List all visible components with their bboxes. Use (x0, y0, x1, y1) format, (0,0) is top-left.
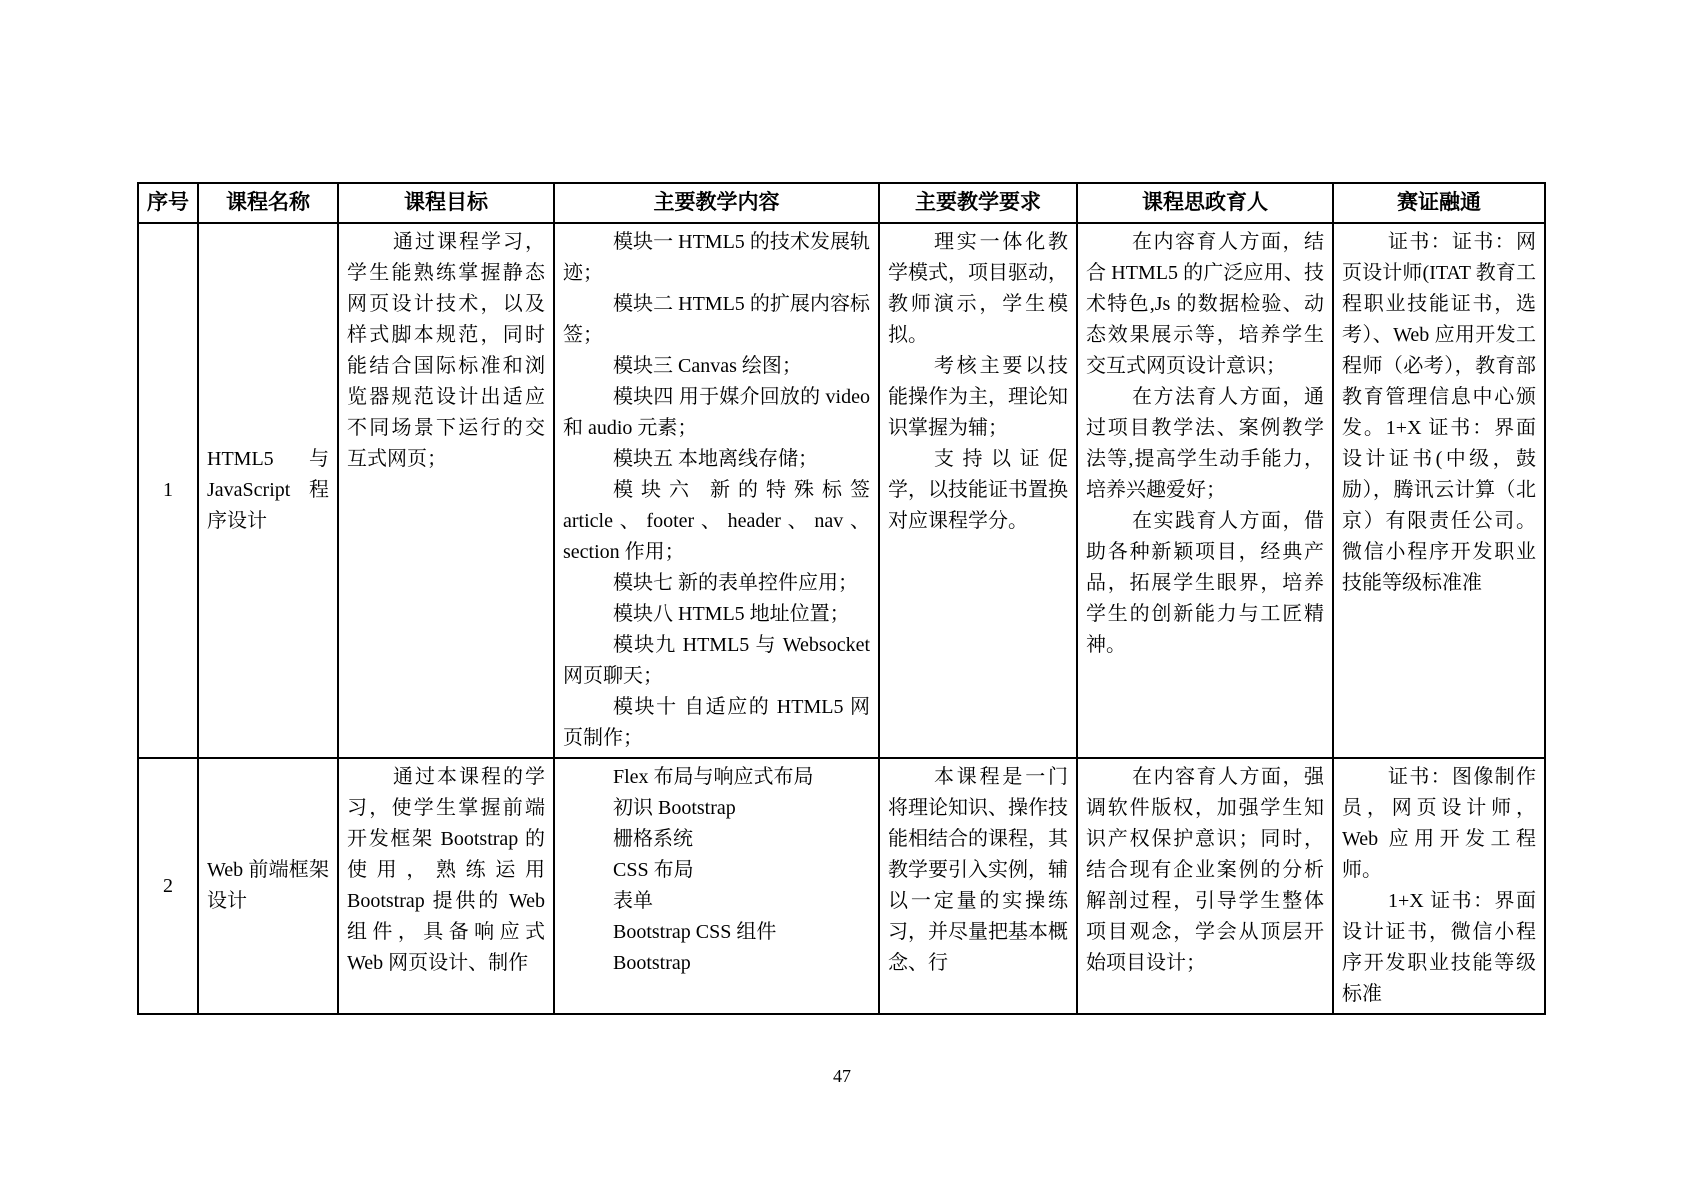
paragraph: 模块六 新的特殊标签 article、footer、header、nav、section 作用； (563, 479, 870, 563)
paragraph: 模块四 用于媒介回放的 video 和 audio 元素； (563, 386, 870, 439)
cell-requirements (879, 223, 1077, 758)
cell-content (554, 223, 879, 758)
course-table (137, 182, 1546, 1015)
paragraph: 在实践育人方面，借助各种新颖项目，经典产品，拓展学生眼界，培养学生的创新能力与工匠精神。 (1086, 510, 1324, 656)
cell-objectives (338, 223, 554, 758)
paragraph: CSS 布局 (613, 859, 694, 881)
paragraph: 初识 Bootstrap (613, 797, 736, 819)
paragraph: 模块九 HTML5 与 Websocket 网页聊天； (563, 634, 870, 687)
paragraph: 在内容育人方面，强调软件版权，加强学生知识产权保护意识；同时，结合现有企业案例的分析解剖过程，引导学生整体项目观念，学会从顶层开始项目设计； (1086, 766, 1324, 974)
table-row (138, 223, 1545, 758)
header-cell-content: 主要教学内容 (554, 183, 879, 223)
header-cell-ideology: 课程思政育人 (1077, 183, 1333, 223)
cell-objectives (338, 758, 554, 1014)
header-cell-requirements: 主要教学要求 (879, 183, 1077, 223)
cell-index: 1 (138, 223, 198, 758)
paragraph: 表单 (613, 890, 653, 912)
paragraph: 证书：图像制作员，网页设计师，Web 应用开发工程师。 (1342, 766, 1536, 881)
cell-ideology (1077, 223, 1333, 758)
table-row (138, 758, 1545, 1014)
paragraph: 支持以证促学，以技能证书置换对应课程学分。 (888, 448, 1068, 532)
cell-certs (1333, 223, 1545, 758)
paragraph: 理实一体化教学模式，项目驱动，教师演示，学生模拟。 (888, 231, 1068, 346)
paragraph: 通过本课程的学习，使学生掌握前端开发框架 Bootstrap 的使用，熟练运用 Bootstrap 提供的 Web 组件，具备响应式 Web 网页设计、制作 (347, 766, 545, 974)
paragraph: 考核主要以技能操作为主，理论知识掌握为辅； (888, 355, 1068, 439)
cell-course-name: HTML5 与 JavaScript 程序设计 (198, 223, 338, 758)
header-cell-index: 序号 (138, 183, 198, 223)
paragraph: 1+X 证书：界面设计证书，微信小程序开发职业技能等级标准 (1342, 890, 1536, 1005)
paragraph: 在方法育人方面，通过项目教学法、案例教学法等,提高学生动手能力，培养兴趣爱好； (1086, 386, 1324, 501)
paragraph: Flex 布局与响应式布局 (613, 766, 814, 788)
paragraph: 通过课程学习，学生能熟练掌握静态网页设计技术，以及样式脚本规范，同时能结合国际标准和浏览器规范设计出适应不同场景下运行的交互式网页； (347, 231, 545, 470)
page-number: 47 (833, 1066, 851, 1086)
cell-ideology (1077, 758, 1333, 1014)
paragraph: 栅格系统 (613, 828, 693, 850)
paragraph: 本课程是一门将理论知识、操作技能相结合的课程，其教学要引入实例，辅以一定量的实操练习，并尽量把基本概念、行 (888, 766, 1068, 974)
header-cell-course-name: 课程名称 (198, 183, 338, 223)
cell-requirements (879, 758, 1077, 1014)
paragraph: 模块八 HTML5 地址位置； (613, 603, 850, 625)
paragraph: Bootstrap (613, 952, 691, 974)
table-header-row (138, 183, 1545, 223)
paragraph: 证书：证书：网页设计师(ITAT 教育工程职业技能证书，选考）、Web 应用开发工程师（必考），教育部教育管理信息中心颁发。1+X 证书：界面设计证书(中级，鼓励），腾讯云计算（北京）有限责任公司。微信小程序开发职业技能等级标准准 (1342, 231, 1536, 594)
header-cell-objectives: 课程目标 (338, 183, 554, 223)
paragraph: 模块一 HTML5 的技术发展轨迹； (563, 231, 870, 284)
cell-content (554, 758, 879, 1014)
paragraph: 模块二 HTML5 的扩展内容标签； (563, 293, 870, 346)
cell-certs (1333, 758, 1545, 1014)
paragraph: 在内容育人方面，结合 HTML5 的广泛应用、技术特色,Js 的数据检验、动态效果展示等，培养学生交互式网页设计意识； (1086, 231, 1324, 377)
paragraph: 模块十 自适应的 HTML5 网页制作； (563, 696, 870, 749)
cell-course-name: Web 前端框架设计 (198, 758, 338, 1014)
paragraph: 模块五 本地离线存储； (613, 448, 818, 470)
header-cell-certs: 赛证融通 (1333, 183, 1545, 223)
paragraph: Bootstrap CSS 组件 (613, 921, 777, 943)
paragraph: 模块三 Canvas 绘图； (613, 355, 802, 377)
paragraph: 模块七 新的表单控件应用； (613, 572, 858, 594)
cell-index: 2 (138, 758, 198, 1014)
